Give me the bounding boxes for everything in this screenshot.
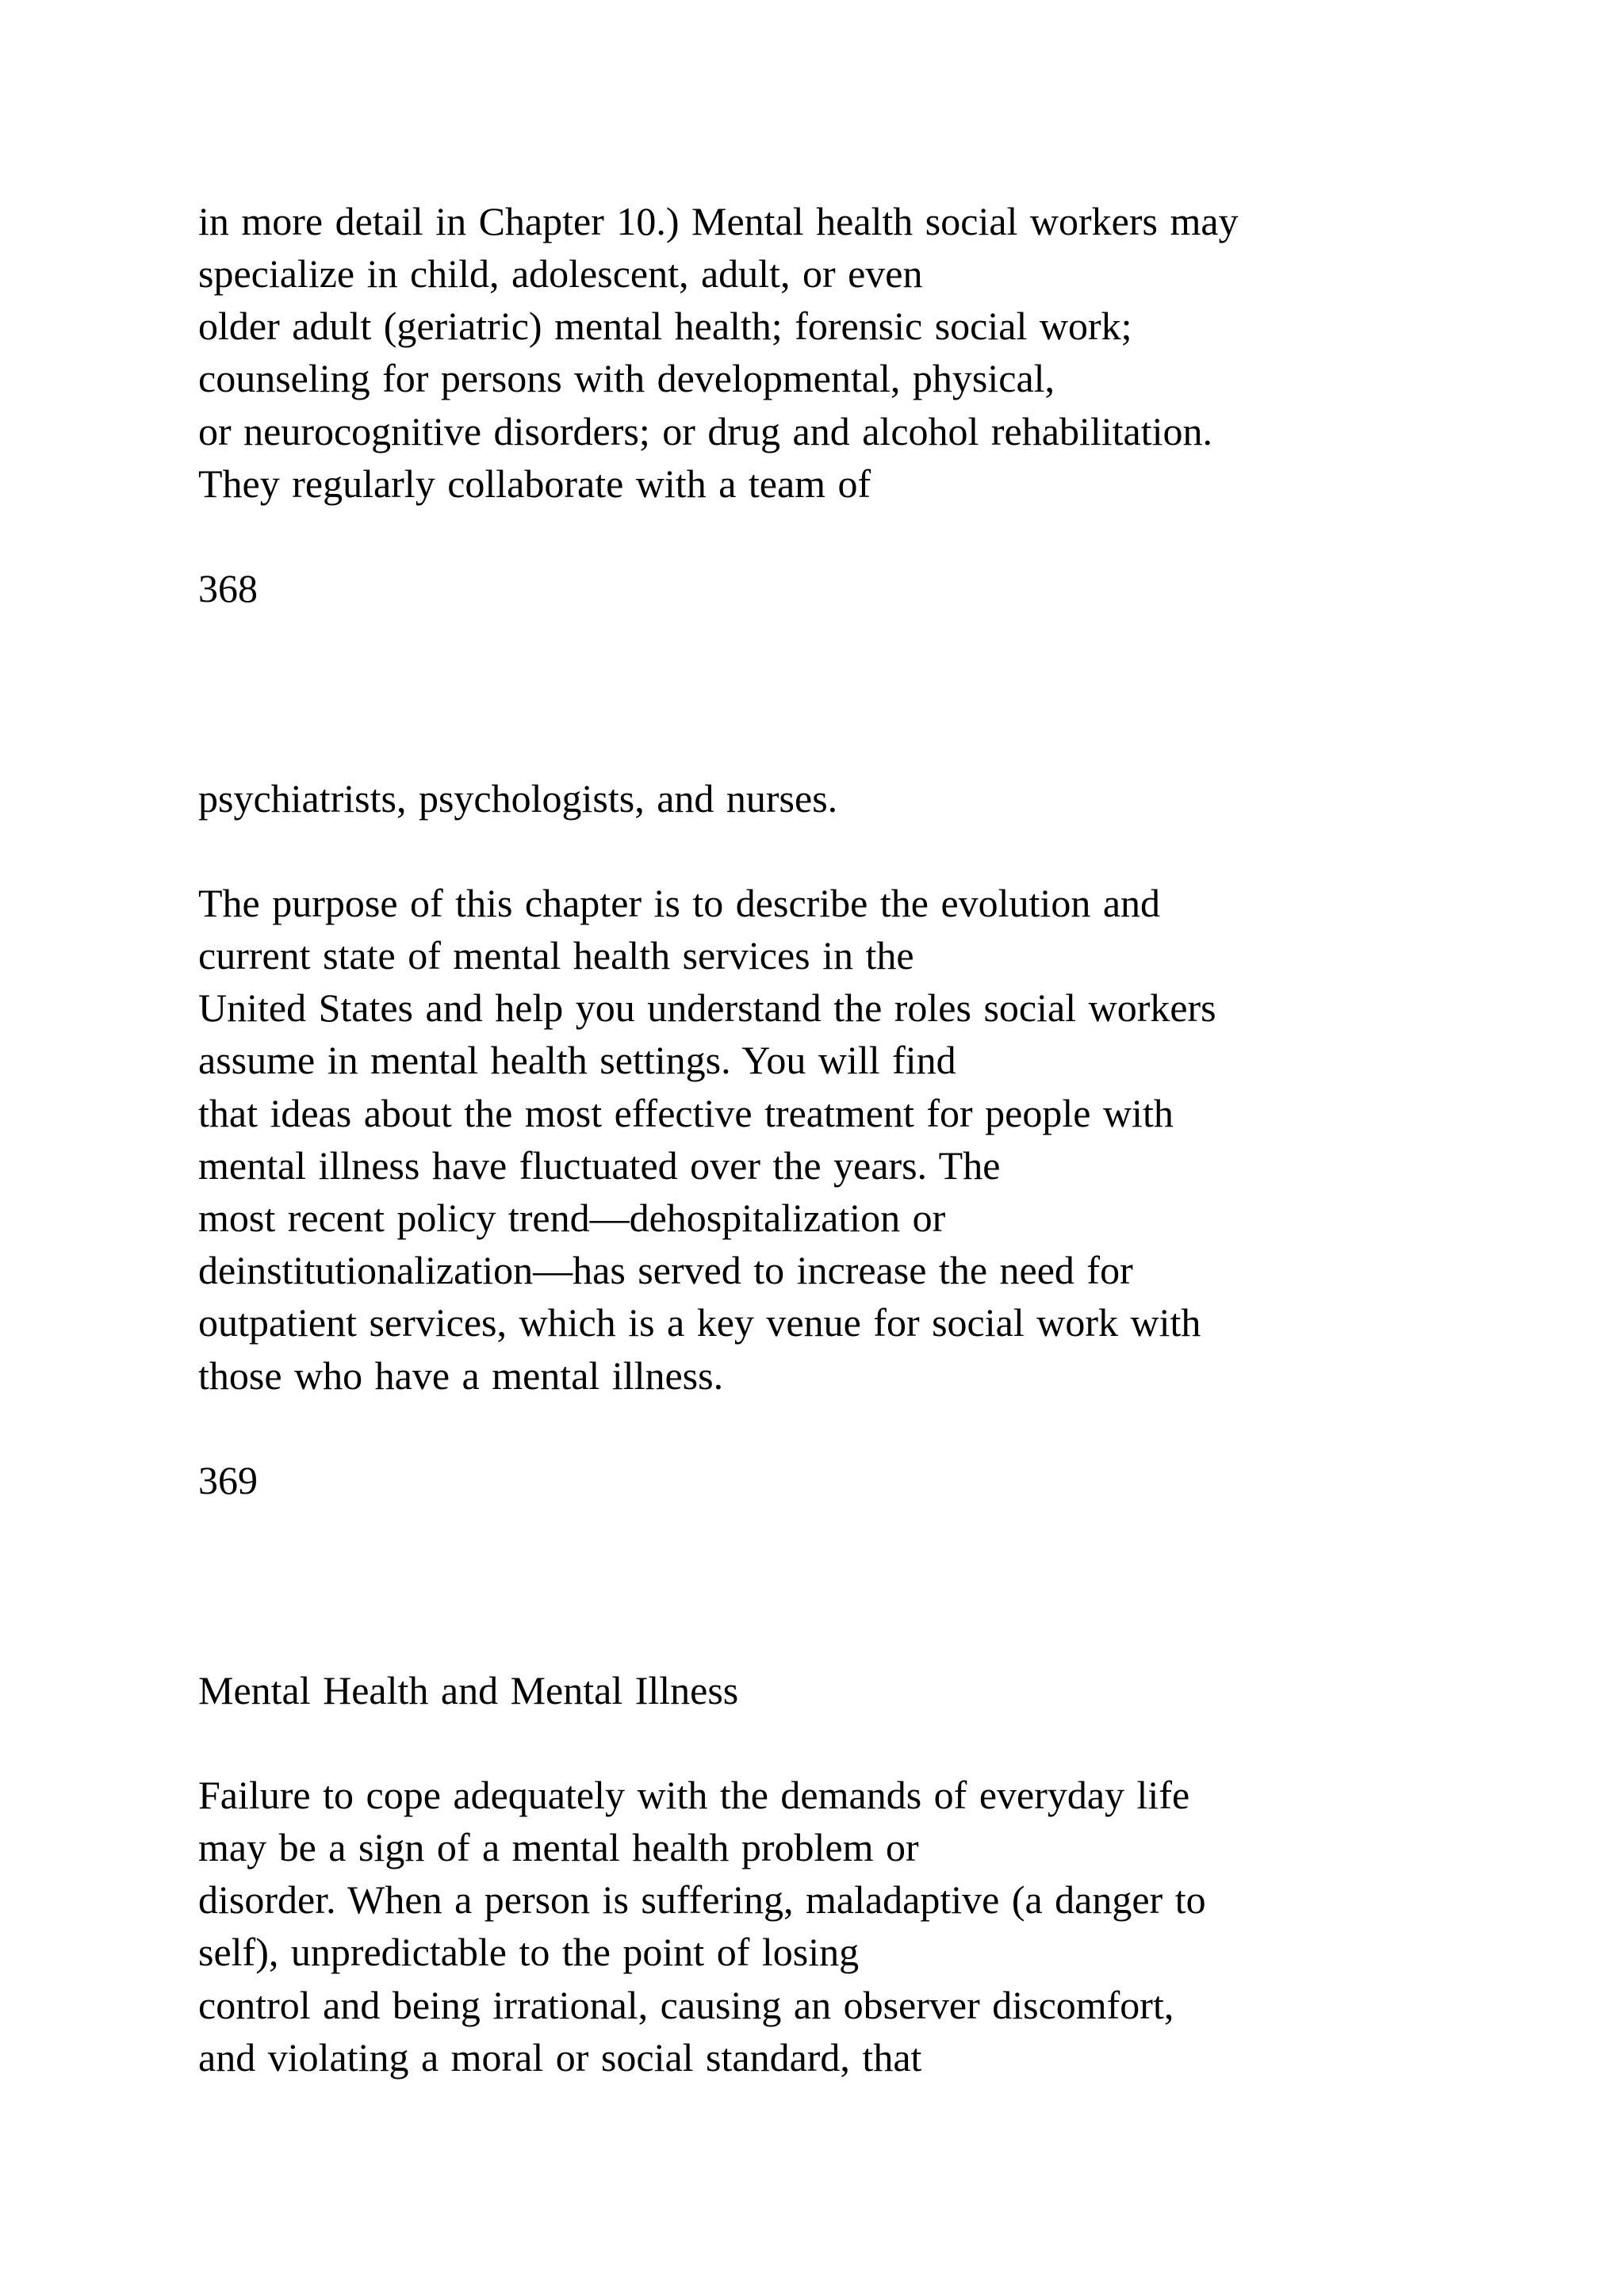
text-line: self), unpredictable to the point of losing [198,1930,860,1974]
text-line: deinstitutionalization—has served to increase the need for [198,1248,1133,1292]
text-line: that ideas about the most effective treatment for people with [198,1091,1174,1135]
text-line: They regularly collaborate with a team of [198,461,871,506]
text-line: United States and help you understand the roles social workers [198,985,1216,1030]
text-line: counseling for persons with developmental, physical, [198,356,1055,400]
text-line: assume in mental health settings. You will find [198,1038,956,1082]
text-line: outpatient services, which is a key venue for social work with [198,1300,1201,1345]
text-line: mental illness have fluctuated over the years. The [198,1143,1001,1188]
page-number: 368 [198,566,258,610]
text-line: older adult (geriatric) mental health; forensic social work; [198,304,1132,348]
text-line: psychiatrists, psychologists, and nurses. [198,776,838,821]
text-line: most recent policy trend—dehospitalization or [198,1196,946,1240]
section-heading: Mental Health and Mental Illness [198,1668,739,1712]
page-number: 369 [198,1458,258,1502]
text-line: and violating a moral or social standard, that [198,2035,922,2080]
text-line: specialize in child, adolescent, adult, or even [198,251,923,296]
text-line: may be a sign of a mental health problem or [198,1825,919,1869]
text-line: control and being irrational, causing an observer discomfort, [198,1983,1174,2027]
text-line: Failure to cope adequately with the demands of everyday life [198,1773,1190,1817]
text-line: those who have a mental illness. [198,1353,724,1398]
text-line: disorder. When a person is suffering, maladaptive (a danger to [198,1877,1206,1922]
text-line: current state of mental health services in the [198,933,914,978]
text-line: or neurocognitive disorders; or drug and alcohol rehabilitation. [198,409,1212,453]
text-line: in more detail in Chapter 10.) Mental health social workers may [198,199,1239,243]
text-line: The purpose of this chapter is to describe the evolution and [198,881,1161,925]
